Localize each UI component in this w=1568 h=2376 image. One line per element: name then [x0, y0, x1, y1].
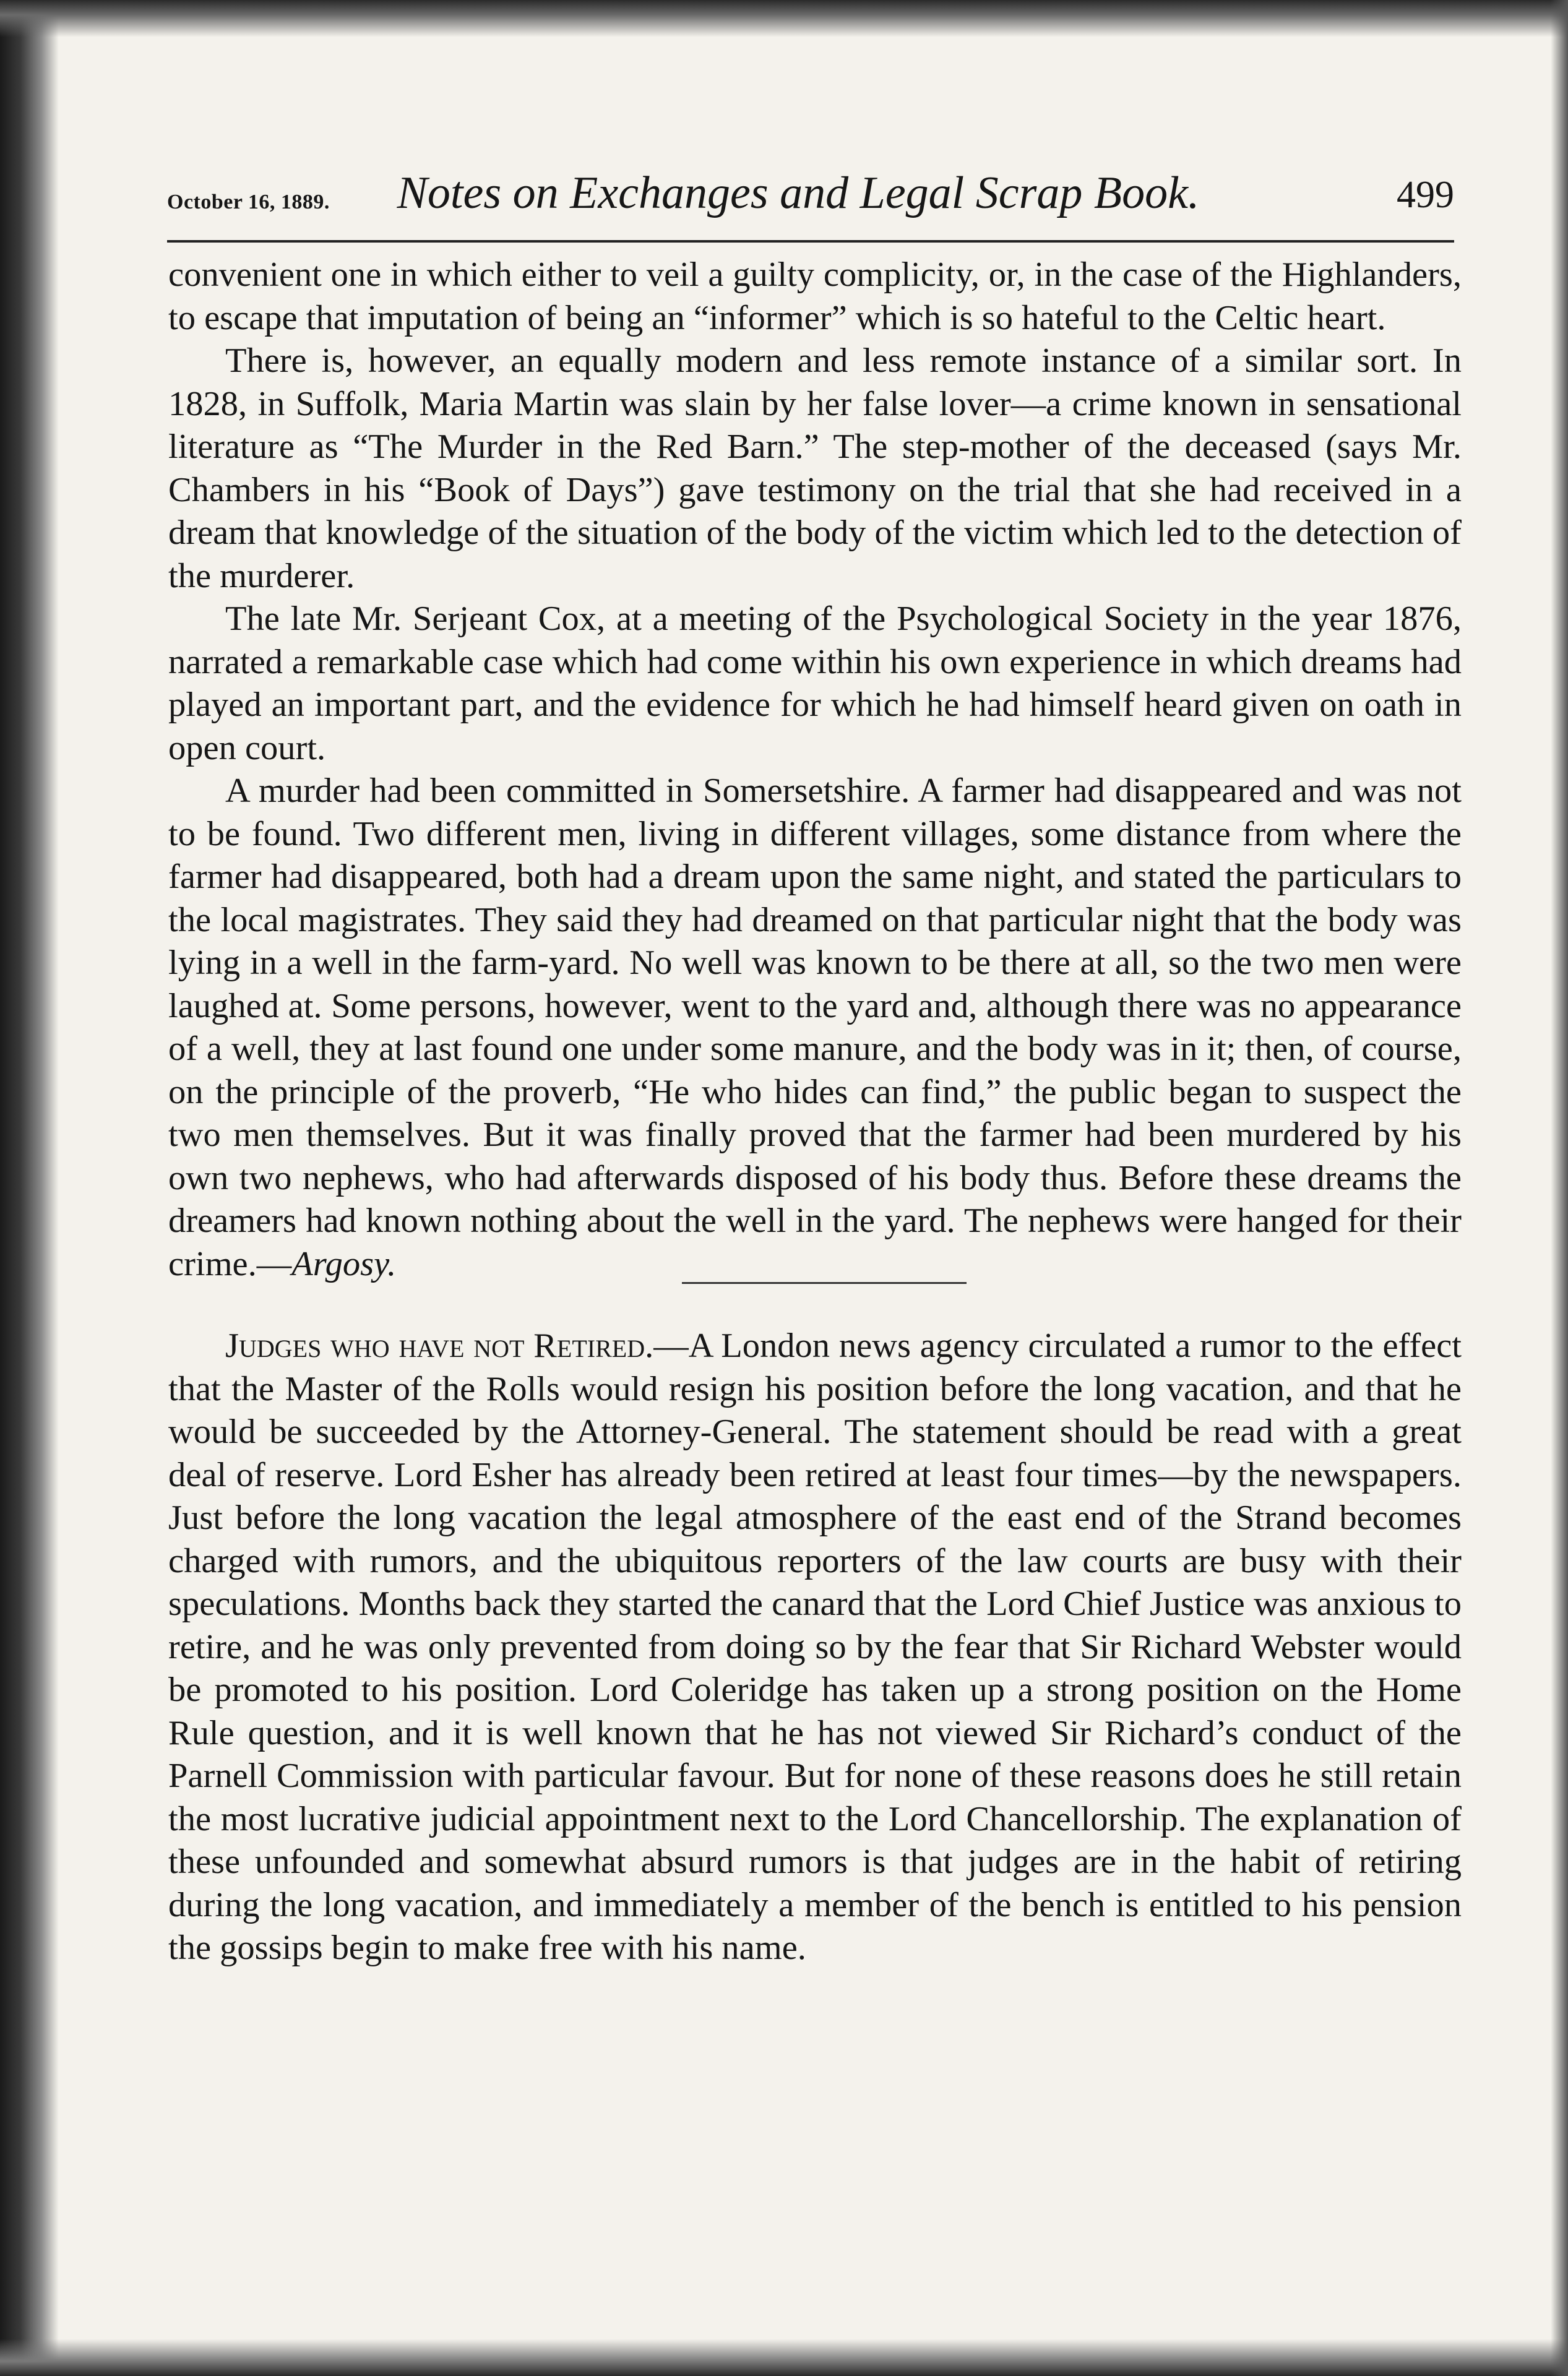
scan-border-left: [0, 0, 59, 2376]
section-separator: [682, 1282, 967, 1284]
scan-border-top: [0, 0, 1568, 37]
body-text: [168, 254, 1462, 1970]
paragraph-continued: convenient one in which either to veil a guilty complicity, or, in the case of the Highlanders, to escape that imputation of being an “informer” which is so hateful to the Celtic heart.: [168, 256, 1462, 337]
article-heading: Judges who have not Retired.: [225, 1327, 654, 1365]
article-judges-text: —A London news agency circulated a rumor to the effect that the Master of the Rolls would resign his position before the long vacation, and that he would be succeeded by the Attorney-General. The statement should be read with a great deal of reserve. Lord Esher has already been retired at least four times—by the newspapers. Just before the long vacation the legal atmosphere of the east end of the Strand becomes charged with rumors, and the ubiquitous reporters of the law courts are busy with their speculations. Months back they started the canard that the Lord Chief Justice was anxious to retire, and he was only prevented from doing so by the fear that Sir Richard Webster would be promoted to his position. Lord Coleridge has taken up a strong position on the Home Rule question, and it is well known that he has not viewed Sir Richard’s conduct of the Parnell Commission with particular favour. But for none of these reasons does he still retain the most lucrative judicial appointment next to the Lord Chancellorship. The explanation of these unfounded and somewhat absurd rumors is that judges are in the habit of retiring during the long vacation, and immediately a member of the bench is entitled to his pension the gossips begin to make free with his name.: [168, 1327, 1462, 1967]
header-date: October 16, 1889.: [167, 191, 330, 213]
paragraph-red-barn: There is, however, an equally modern and less remote instance of a similar sort. In 1828, in Suffolk, Maria Martin was slain by her false lover—a crime known in sensational literature as “The Murder in the Red Barn.” The step-mother of the deceased (says Mr. Chambers in his “Book of Days”) gave testimony on the trial that she had received in a dream that knowledge of the situation of the body of the victim which led to the detection of the murderer.: [168, 342, 1462, 595]
header-rule: [167, 240, 1454, 243]
article-judges: [168, 1325, 1462, 1970]
running-header: [167, 167, 1454, 226]
paragraph-somersetshire-text: A murder had been committed in Somersetshire. A farmer had disappeared and was not to be found. Two different men, living in different villages, some distance from where the farmer had disappeared, both had a dream upon the same night, and stated the particulars to the local magistrates. They said they had dreamed on that particular night that the body was lying in a well in the farm-yard. No well was known to be there at all, so the two men were laughed at. Some persons, however, went to the yard and, although there was no appearance of a well, they at last found one under some manure, and the body was in it; then, of course, on the principle of the proverb, “He who hides can find,” the public began to suspect the two men themselves. But it was finally proved that the farmer had been murdered by his own two nephews, who had afterwards disposed of his body thus. Before these dreams the dreamers had known nothing about the well in the yard. The nephews were hanged for their: [168, 772, 1462, 1240]
paragraph-somersetshire: [168, 770, 1462, 1286]
scan-border-bottom: [0, 2339, 1568, 2376]
page-number: 499: [1397, 174, 1454, 216]
paragraph-serjeant-cox: The late Mr. Serjeant Cox, at a meeting of the Psychological Society in the year 1876, narrated a remarkable case which had come within his own experience in which dreams had played an important part, and the evidence for which he had himself heard given on oath in open court.: [168, 600, 1462, 767]
paragraph-end: crime.—: [168, 1244, 292, 1283]
scan-border-right: [1551, 0, 1568, 2376]
source-credit: Argosy.: [291, 1244, 397, 1283]
header-title: Notes on Exchanges and Legal Scrap Book.: [397, 168, 1200, 218]
